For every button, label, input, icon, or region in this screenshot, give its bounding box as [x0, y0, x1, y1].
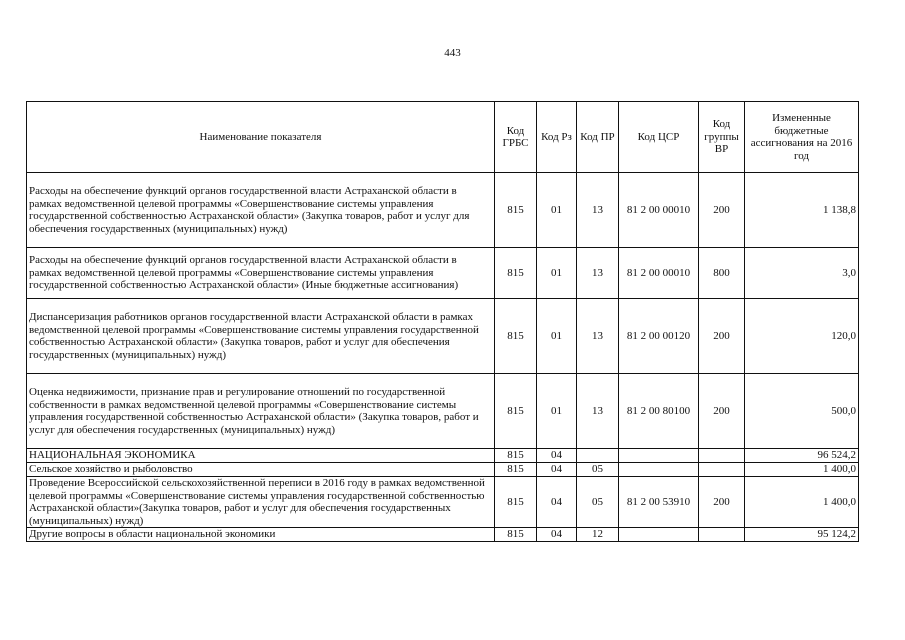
cell-csr: 81 2 00 80100	[619, 374, 699, 449]
header-sum: Измененные бюджетные ассигнования на 2016 год	[745, 102, 859, 173]
cell-vr	[699, 449, 745, 463]
cell-name: НАЦИОНАЛЬНАЯ ЭКОНОМИКА	[27, 449, 495, 463]
cell-sum: 96 524,2	[745, 449, 859, 463]
budget-table	[26, 101, 859, 542]
cell-sum: 3,0	[745, 248, 859, 299]
header-grbs: Код ГРБС	[495, 102, 537, 173]
header-csr: Код ЦСР	[619, 102, 699, 173]
cell-rz: 01	[537, 299, 577, 374]
cell-rz: 01	[537, 248, 577, 299]
cell-name: Другие вопросы в области национальной экономики	[27, 528, 495, 542]
cell-csr	[619, 449, 699, 463]
cell-vr	[699, 463, 745, 477]
cell-pr: 13	[577, 299, 619, 374]
cell-csr	[619, 463, 699, 477]
cell-pr: 05	[577, 463, 619, 477]
cell-grbs: 815	[495, 449, 537, 463]
cell-csr: 81 2 00 53910	[619, 477, 699, 528]
cell-name: Оценка недвижимости, признание прав и регулирование отношений по государственной собственности в рамках ведомственной целевой программы «Совершенствование системы управления государственной собственностью Астраханской области» (Закупка товаров, работ и услуг для обеспечения государственных (муниципальных) нужд)	[27, 374, 495, 449]
cell-name: Проведение Всероссийской сельскохозяйственной переписи в 2016 году в рамках ведомственной целевой программы «Совершенствование системы управления государственной собственностью Астраханской области»(Закупка товаров, работ и услуг для обеспечения государственных (муниципальных) нужд)	[27, 477, 495, 528]
table-row	[27, 463, 859, 477]
cell-name: Сельское хозяйство и рыболовство	[27, 463, 495, 477]
cell-grbs: 815	[495, 374, 537, 449]
header-vr: Код группы ВР	[699, 102, 745, 173]
table-row	[27, 477, 859, 528]
page-number: 443	[444, 47, 461, 59]
table-row	[27, 299, 859, 374]
cell-rz: 04	[537, 449, 577, 463]
cell-rz: 04	[537, 477, 577, 528]
cell-sum: 1 400,0	[745, 463, 859, 477]
cell-vr: 200	[699, 374, 745, 449]
cell-csr: 81 2 00 00010	[619, 173, 699, 248]
cell-grbs: 815	[495, 477, 537, 528]
cell-name: Расходы на обеспечение функций органов государственной власти Астраханской области в рамках ведомственной целевой программы «Совершенствование системы управления государственной собственностью Астраханской области» (Иные бюджетные ассигнования)	[27, 248, 495, 299]
cell-sum: 500,0	[745, 374, 859, 449]
cell-pr: 13	[577, 374, 619, 449]
header-pr: Код ПР	[577, 102, 619, 173]
header-rz: Код Рз	[537, 102, 577, 173]
table-row	[27, 173, 859, 248]
table-row	[27, 248, 859, 299]
cell-rz: 04	[537, 528, 577, 542]
cell-rz: 01	[537, 173, 577, 248]
cell-grbs: 815	[495, 528, 537, 542]
table-row	[27, 528, 859, 542]
header-name: Наименование показателя	[27, 102, 495, 173]
cell-grbs: 815	[495, 463, 537, 477]
cell-vr: 200	[699, 299, 745, 374]
cell-grbs: 815	[495, 248, 537, 299]
cell-grbs: 815	[495, 173, 537, 248]
cell-vr: 800	[699, 248, 745, 299]
cell-name: Расходы на обеспечение функций органов государственной власти Астраханской области в рамках ведомственной целевой программы «Совершенствование системы управления государственной собственностью Астраханской области» (Закупка товаров, работ и услуг для обеспечения государственных (муниципальных) нужд)	[27, 173, 495, 248]
cell-vr	[699, 528, 745, 542]
cell-sum: 1 138,8	[745, 173, 859, 248]
cell-pr	[577, 449, 619, 463]
cell-pr: 12	[577, 528, 619, 542]
cell-name: Диспансеризация работников органов государственной власти Астраханской области в рамках ведомственной целевой программы «Совершенствование системы управления государственной собственностью Астраханской области» (Закупка товаров, работ и услуг для обеспечения государственных (муниципальных) нужд)	[27, 299, 495, 374]
cell-sum: 1 400,0	[745, 477, 859, 528]
cell-vr: 200	[699, 173, 745, 248]
table-header-row	[27, 102, 859, 173]
cell-csr	[619, 528, 699, 542]
cell-pr: 13	[577, 248, 619, 299]
cell-grbs: 815	[495, 299, 537, 374]
table-row	[27, 449, 859, 463]
cell-sum: 120,0	[745, 299, 859, 374]
table-row	[27, 374, 859, 449]
cell-sum: 95 124,2	[745, 528, 859, 542]
cell-csr: 81 2 00 00010	[619, 248, 699, 299]
cell-pr: 05	[577, 477, 619, 528]
cell-csr: 81 2 00 00120	[619, 299, 699, 374]
cell-rz: 04	[537, 463, 577, 477]
cell-pr: 13	[577, 173, 619, 248]
cell-vr: 200	[699, 477, 745, 528]
cell-rz: 01	[537, 374, 577, 449]
